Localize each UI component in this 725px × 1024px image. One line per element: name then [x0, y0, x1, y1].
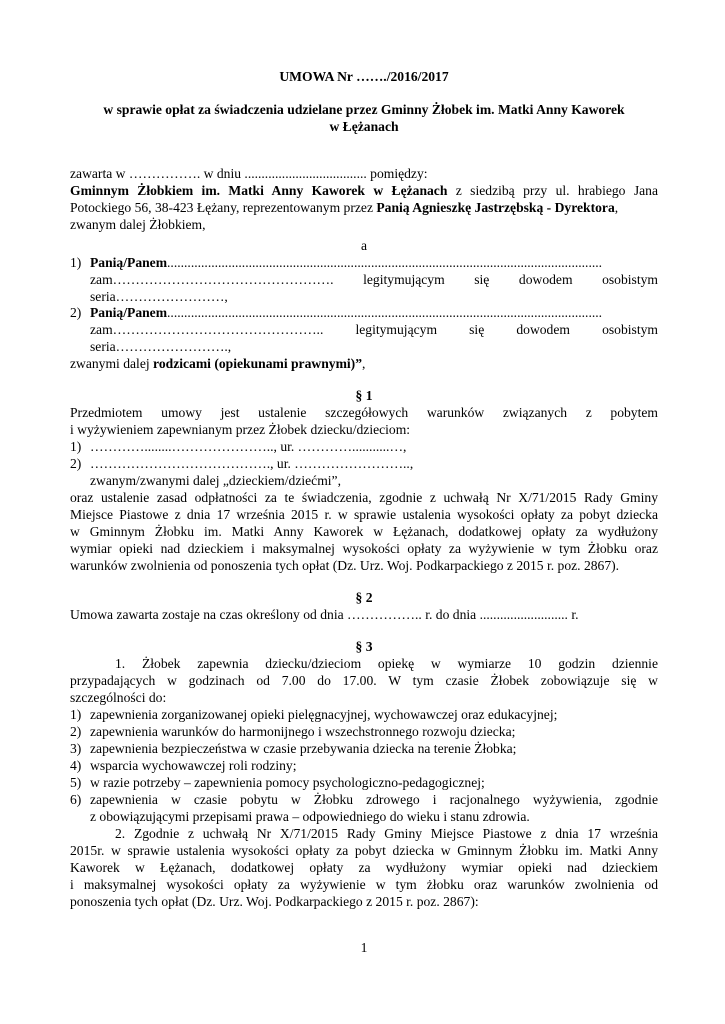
- page-number: 1: [360, 940, 368, 955]
- section-1-text: i wyżywieniem zapewnianym przez Żłobek dziecku/dzieciom:: [70, 422, 411, 437]
- child-2-number: 2): [70, 456, 82, 471]
- list-item-number: 6): [70, 792, 82, 807]
- parents-alias: [70, 356, 658, 373]
- parent-2-id-series: seria…………………….,: [90, 339, 232, 354]
- director-name: Panią Agnieszkę Jastrzębską - Dyrektora: [376, 200, 615, 215]
- parents-alias-prefix: zwanymi dalej: [70, 356, 154, 371]
- section-3-para-2: ponoszenia tych opłat (Dz. Urz. Woj. Podkarpackiego z 2015 r. poz. 2867):: [70, 894, 479, 909]
- list-item: zapewnienia zorganizowanej opieki pielęgnacyjnej, wychowawczej oraz edukacyjnej;: [90, 707, 558, 722]
- section-2-text: Umowa zawarta zostaje na czas określony od dnia …………….. r. do dnia .......................... r.: [70, 607, 579, 622]
- party-address-cont: Potockiego 56, 38-423 Łężany, reprezentowanym przez: [70, 200, 377, 215]
- section-1-text: Miejsce Piastowe z dnia 17 września 2015 r. w sprawie ustalenia wysokości opłaty za pobyt dziecka: [70, 507, 658, 522]
- parent-2-id-text: legitymującym się dowodem osobistym: [355, 322, 658, 337]
- parent-2-label: Panią/Panem: [90, 305, 168, 320]
- parent-2-fill: ................................................................................................................................: [167, 305, 603, 320]
- comma: ,: [614, 200, 619, 215]
- document-subtitle-cont: w Łężanach: [329, 119, 399, 134]
- section-3-para-1: przypadających w godzinach od 7.00 do 17.00. W tym czasie Żłobek zobowiązuje się w: [70, 673, 658, 688]
- list-item: zapewnienia bezpieczeństwa w czasie przebywania dziecka na terenie Żłobka;: [90, 741, 517, 756]
- section-1-heading: § 1: [355, 388, 373, 403]
- child-2-line: …………………………………., ur. ……………………..,: [90, 456, 414, 471]
- intro-line: zawarta w ……………. w dniu .................................... pomiędzy:: [70, 166, 428, 181]
- list-item-number: 5): [70, 775, 82, 790]
- children-alias: zwanym/zwanymi dalej „dzieckiem/dziećmi”,: [90, 473, 341, 488]
- section-1-text: wymiar opieki nad dzieckiem i maksymalnej wysokości opłaty za wyżywienie w tym Żłobku oraz: [70, 541, 658, 556]
- list-item-number: 3): [70, 741, 82, 756]
- parent-2-address-field: zam………………………………………..: [90, 322, 356, 337]
- party-alias: zwanym dalej Żłobkiem,: [70, 217, 206, 232]
- parent-1-fill: ................................................................................................................................: [167, 255, 603, 270]
- section-1-text: oraz ustalenie zasad odpłatności za te świadczenia, zgodnie z uchwałą Nr X/71/2015 Rady Gminy: [70, 490, 658, 505]
- section-1-text: Przedmiotem umowy jest ustalenie szczegółowych warunków związanych z pobytem: [70, 405, 658, 420]
- parent-1-id-series: seria……………………,: [90, 289, 228, 304]
- document-title: UMOWA Nr ……./2016/2017: [279, 69, 449, 84]
- parent-1-id-text: legitymującym się dowodem osobistym: [363, 272, 658, 287]
- party-line-2: [70, 200, 658, 217]
- parent-1-line: [90, 255, 658, 272]
- document-subtitle: w sprawie opłat za świadczenia udzielane przez Gminny Żłobek im. Matki Anny Kaworek: [103, 102, 625, 117]
- party-address: z siedzibą przy ul. hrabiego Jana: [447, 183, 658, 198]
- parent-2-line: [90, 305, 658, 322]
- list-item: zapewnienia w czasie pobytu w Żłobku zdrowego i racjonalnego wyżywienia, zgodnie: [90, 792, 658, 807]
- party-line: [70, 183, 658, 200]
- list-item: w razie potrzeby – zapewnienia pomocy psychologiczno-pedagogicznej;: [90, 775, 485, 790]
- section-3-para-2: 2. Zgodnie z uchwałą Nr X/71/2015 Rady Gminy Miejsce Piastowe z dnia 17 września: [115, 826, 658, 841]
- section-1-text: warunków zwolnienia od ponoszenia tych opłat (Dz. Urz. Woj. Podkarpackiego z 2015 r. poz. 2867).: [70, 558, 620, 573]
- parent-1-number: 1): [70, 255, 82, 270]
- parent-1-label: Panią/Panem: [90, 255, 168, 270]
- parent-2-address: [90, 322, 658, 339]
- parents-alias-term: rodzicami (opiekunami prawnymi)”: [153, 356, 362, 371]
- conjunction: a: [360, 238, 368, 253]
- party-name: Gminnym Żłobkiem im. Matki Anny Kaworek w Łężanach: [70, 183, 448, 198]
- parent-1-address-field: zam………………………………………….: [90, 272, 364, 287]
- list-item-number: 4): [70, 758, 82, 773]
- section-2-heading: § 2: [355, 590, 373, 605]
- parent-1-address: [90, 272, 658, 289]
- comma: ,: [362, 356, 366, 371]
- child-1-number: 1): [70, 439, 82, 454]
- section-3-para-2: 2015r. w sprawie ustalenia wysokości opłaty za pobyt dziecka w Gminnym Żłobku im. Matki Anny: [70, 843, 658, 858]
- section-1-text: w Gminnym Żłobku im. Matki Anny Kaworek w Łężanach, dodatkowej opłaty za wydłużony: [70, 524, 658, 539]
- list-item-number: 2): [70, 724, 82, 739]
- section-3-para-2: Kaworek w Łężanach, dodatkowej opłaty za wydłużony wymiar opieki nad dzieckiem: [70, 860, 658, 875]
- parent-2-number: 2): [70, 305, 82, 320]
- child-1-line: …………........………………….., ur. …………...........…,: [90, 439, 407, 454]
- section-3-para-2: i maksymalnej wysokości opłaty za wyżywienie w tym żłobku oraz warunków zwolnienia od: [70, 877, 658, 892]
- list-item-cont: z obowiązującymi przepisami prawa – odpowiedniego do wieku i stanu zdrowia.: [90, 809, 530, 824]
- section-3-heading: § 3: [355, 639, 373, 654]
- list-item: zapewnienia warunków do harmonijnego i wszechstronnego rozwoju dziecka;: [90, 724, 516, 739]
- section-3-para-1: szczególności do:: [70, 690, 167, 705]
- list-item: wsparcia wychowawczej roli rodziny;: [90, 758, 297, 773]
- list-item-number: 1): [70, 707, 82, 722]
- section-3-para-1: 1. Żłobek zapewnia dziecku/dzieciom opiekę w wymiarze 10 godzin dziennie: [115, 656, 658, 671]
